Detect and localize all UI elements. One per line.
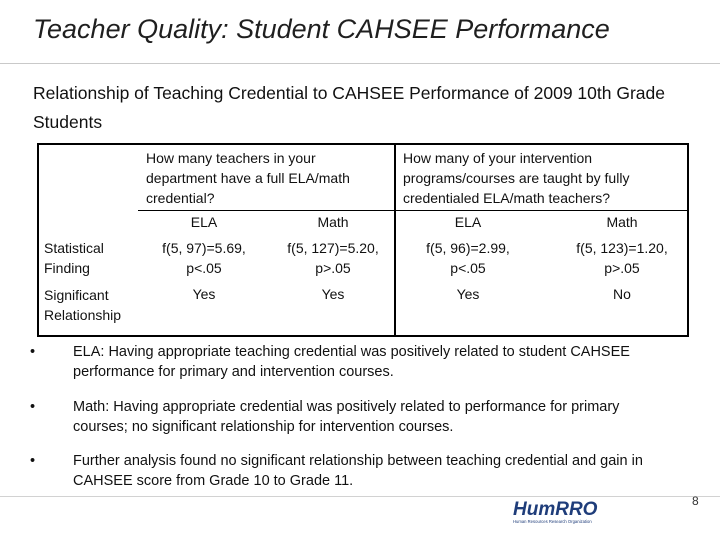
table-cell: Yes	[321, 286, 345, 302]
group2-header: How many of your intervention programs/courses are taught by fully credentialed ELA/math teachers?	[403, 150, 630, 206]
bullet-icon: •	[30, 453, 36, 469]
table-cell: f(5, 127)=5.20, p>.05	[287, 240, 379, 276]
footer-divider	[0, 496, 720, 497]
table-cell: f(5, 96)=2.99, p<.05	[426, 240, 510, 276]
bullet-icon: •	[30, 399, 36, 415]
logo-wordmark: HumRRO	[513, 499, 598, 520]
slide-subtitle: Relationship of Teaching Credential to CAHSEE Performance of 2009 10th Grade Students	[33, 83, 665, 132]
logo-tagline: Human Resources Research Organization	[513, 519, 592, 524]
table-cell: f(5, 123)=1.20, p>.05	[576, 240, 668, 276]
table-cell: Yes	[192, 286, 216, 302]
row-label-significant-relationship: Significant Relationship	[44, 287, 122, 323]
subheader-math-2: Math	[606, 214, 638, 230]
table-cell: f(5, 97)=5.69, p<.05	[162, 240, 246, 276]
table-cell: No	[613, 286, 631, 302]
bullet-text: ELA: Having appropriate teaching credential was positively related to student CAHSEE performance for primary and intervention courses.	[73, 344, 630, 380]
slide-title: Teacher Quality: Student CAHSEE Performance	[33, 14, 610, 44]
humrro-logo	[511, 498, 615, 526]
table-cell: Yes	[456, 286, 480, 302]
bullet-icon: •	[30, 344, 36, 360]
group1-header: How many teachers in your department have a full ELA/math credential?	[146, 150, 350, 206]
subheader-ela-2: ELA	[454, 214, 482, 230]
title-divider	[0, 63, 720, 64]
table-header-divider	[138, 210, 689, 211]
subheader-ela-1: ELA	[190, 214, 218, 230]
row-label-statistical-finding: Statistical Finding	[44, 240, 104, 276]
bullet-text: Further analysis found no significant relationship between teaching credential and gain in CAHSEE score from Grade 10 to Grade 11.	[73, 453, 643, 489]
bullet-text: Math: Having appropriate credential was positively related to performance for primary courses; no significant relationship for intervention courses.	[73, 399, 620, 435]
page-number: 8	[692, 494, 699, 508]
subheader-math-1: Math	[317, 214, 349, 230]
